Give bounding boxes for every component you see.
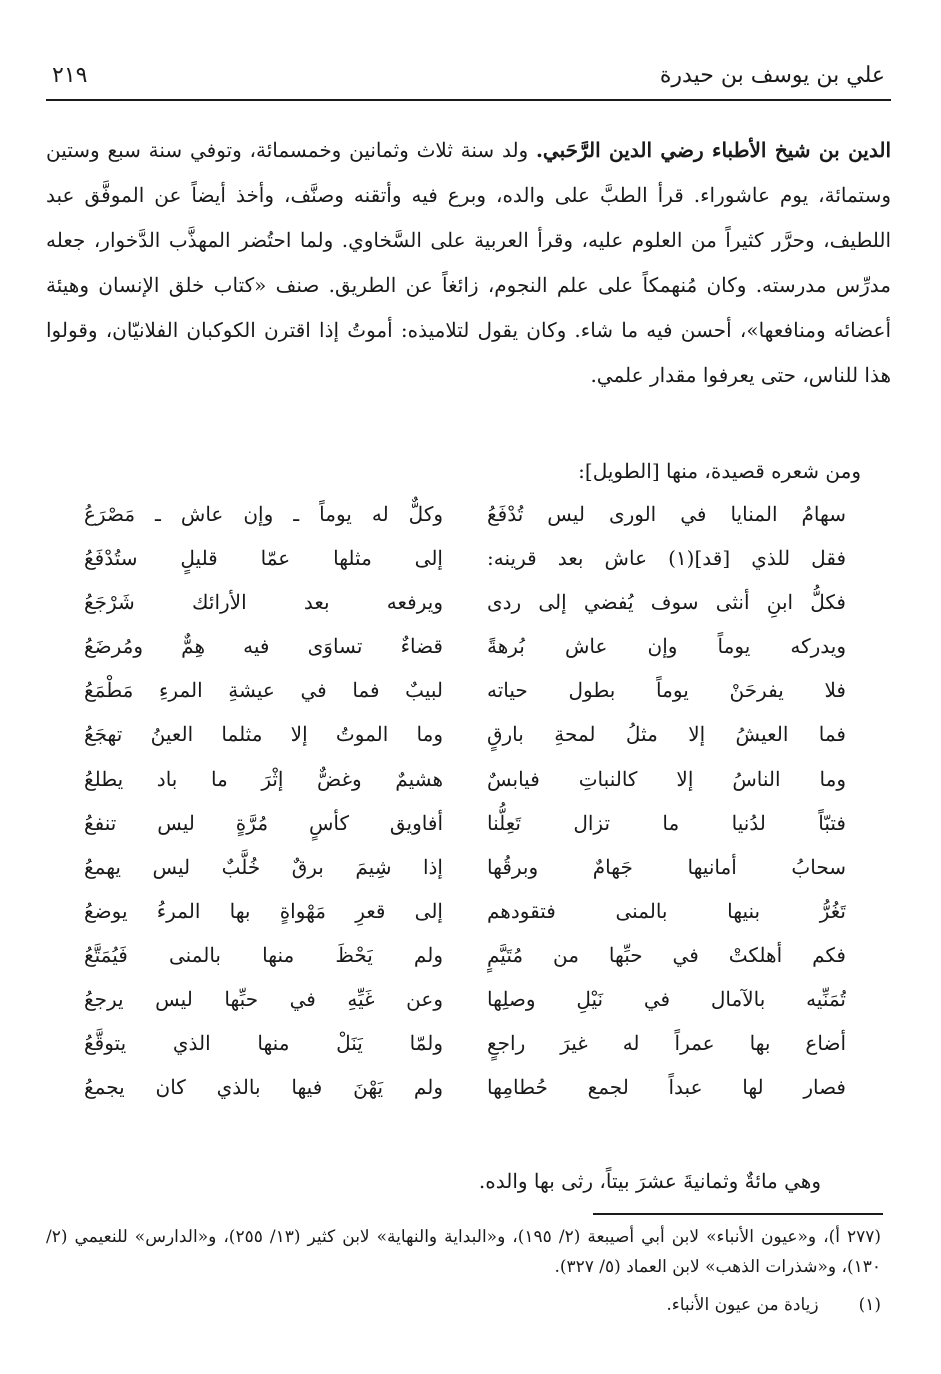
verse-first-hemistich: فما العيشُ إلا مثلُ لمحةِ بارقٍ: [487, 722, 846, 747]
biography-paragraph: [46, 128, 891, 398]
verse-second-hemistich: إذا شِيمَ برقٌ خُلَّبٌ ليس يهمعُ: [84, 854, 443, 879]
verse-first-hemistich: أضاع بها عمراً له غيرَ راجعٍ: [487, 1031, 846, 1056]
verse-first-hemistich: تَغُرُّ بنيها بالمنى فتقودهم: [487, 898, 846, 923]
verse-second-hemistich: وعن غَيِّهِ في حبِّها ليس يرجعُ: [84, 987, 443, 1012]
verse-second-hemistich: ولم يَهْنَ فيها بالذي كان يجمعُ: [84, 1075, 443, 1100]
verse-first-hemistich: وما الناسُ إلا كالنباتِ فيابسٌ: [487, 766, 846, 791]
verse-first-hemistich: فكم أهلكتْ في حبِّها من مُتَيَّمٍ: [487, 942, 846, 967]
poem-closing: وهي مائةٌ وثمانيةَ عشرَ بيتاً، رثى بها والده.: [478, 1169, 821, 1193]
footnote-item: [46, 1290, 885, 1320]
verse-second-hemistich: وما الموتُ إلا مثلما العينُ تهجَعُ: [84, 722, 443, 747]
verse-first-hemistich: ويدركه يوماً وإن عاش بُرهةً: [487, 634, 846, 659]
verse-first-hemistich: سهامُ المنايا في الورى ليس تُدْفَعُ: [487, 502, 846, 526]
verse-first-hemistich: فتبّاً لدُنيا ما تزال تَعِلُّنا: [487, 810, 846, 835]
verse-second-hemistich: إلى مثلها عمّا قليلٍ ستُدْفَعُ: [84, 546, 443, 571]
verse-second-hemistich: قضاءٌ تساوَى فيه هِمٌّ ومُرضَعُ: [84, 634, 443, 659]
poem-intro: ومن شعره قصيدة، منها [الطويل]:: [578, 459, 861, 483]
verse-first-hemistich: فصار لها عبداً لجمع حُطامِها: [487, 1075, 846, 1100]
verse-second-hemistich: ولمّا يَنَلْ منها الذي يتوقَّعُ: [84, 1031, 443, 1056]
verse-second-hemistich: ويرفعه بعد الأرائك شَرْجَعُ: [84, 590, 443, 615]
biography-text: ولد سنة ثلاث وثمانين وخمسمائة، وتوفي سنة سبع وستين وستمائة، يوم عاشوراء. قرأ الطبَّ على والده، وبرع فيه وأتقنه وصنَّف، وأخذ أيضاً عن الموفَّق عبد اللطيف، وحرَّر كثيراً من العلوم عليه، وقرأ العربية على السَّخاوي. ولما احتُضر المهذَّب الدَّخوار، جعله مدرِّس مدرسته. وكان مُنهمكاً على علم النجوم، زائغاً عن الطريق. صنف «كتاب خلق الإنسان وهيئة أعضائه ومنافعها»، أحسن فيه ما شاء. وكان يقول لتلاميذه: أموتُ إذا اقترن الكوكبان الفلانيّان، وقولوا هذا للناس، حتى يعرفوا مقدار علمي.: [46, 138, 891, 387]
verse-second-hemistich: ولم يَحْظَ منها بالمنى فَيُمَتَّعُ: [84, 942, 443, 967]
footnote-text: زيادة من عيون الأنباء.: [666, 1295, 819, 1315]
verse-first-hemistich: سحابُ أمانيها جَهامٌ وبرقُها: [487, 854, 846, 879]
verse-first-hemistich: تُمَنِّيه بالآمال في نَيْلِ وصلِها: [487, 987, 846, 1012]
footnotes: [46, 1222, 885, 1320]
footnote-rule: [593, 1213, 883, 1215]
verse-second-hemistich: وكلٌّ له يوماً ـ وإن عاش ـ مَصْرَعُ: [84, 502, 443, 526]
footnote-sources: (٢٧٧ أ)، و«عيون الأنباء» لابن أبي أصيبعة (٢/ ١٩٥)، و«البداية والنهاية» لابن كثير (١٣/ ٢٥٥)، و«الدارس» للنعيمي (٢/ ١٣٠)، و«شذرات الذهب» لابن العماد (٥/ ٣٢٧).: [46, 1227, 882, 1277]
header-rule: [46, 99, 891, 101]
verse-first-hemistich: فقل للذي [قد](١) عاش بعد قرينه:: [487, 546, 846, 571]
verse-second-hemistich: إلى قعرِ مَهْواةٍ بها المرءُ يوضعُ: [84, 898, 443, 923]
verse-second-hemistich: هشيمٌ وغضٌّ إثْرَ ما باد يطلعُ: [84, 766, 443, 791]
page-number: ٢١٩: [52, 62, 88, 88]
verse-second-hemistich: لبيبٌ فما في عيشةِ المرءِ مَطْمَعُ: [84, 678, 443, 703]
verse-first-hemistich: فكلُّ ابنِ أنثى سوف يُفضي إلى ردى: [487, 590, 846, 615]
footnote-marker: (١): [858, 1295, 881, 1315]
poem-verses: [84, 492, 846, 1109]
verse-first-hemistich: فلا يفرحَنْ يوماً بطول حياته: [487, 678, 846, 703]
running-head: [52, 58, 885, 92]
running-title: علي بن يوسف بن حيدرة: [659, 62, 885, 88]
subject-name: الدين بن شيخ الأطباء رضي الدين الرَّحَبي.: [535, 138, 892, 162]
verse-second-hemistich: أفاويق كأسٍ مُرَّةٍ ليس تنفعُ: [84, 810, 443, 835]
